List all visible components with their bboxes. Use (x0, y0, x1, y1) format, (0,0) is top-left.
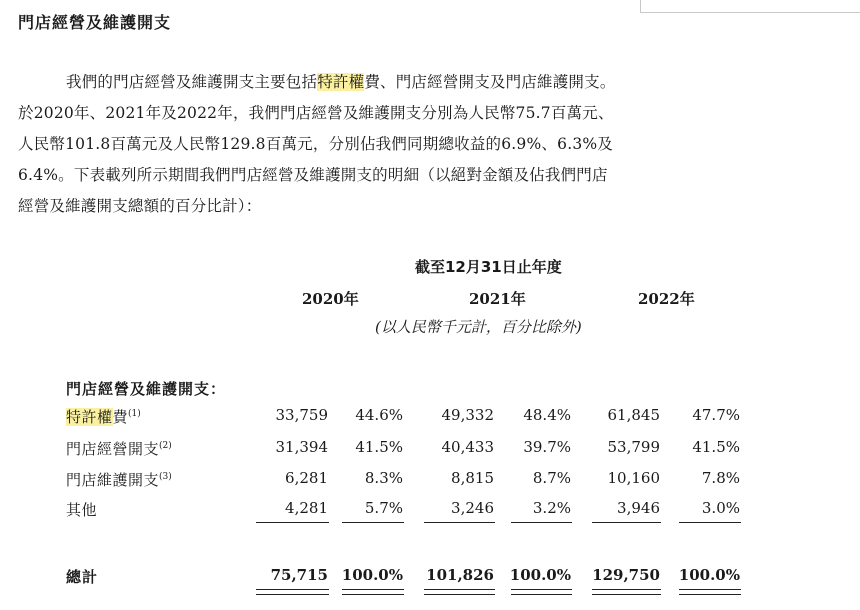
row-label: 門店維護開支$^{(3)}$ (66, 471, 172, 489)
subtotal-rule (679, 522, 741, 523)
cell-2021-amount: 49,332 (441, 406, 494, 424)
subtotal-rule (592, 522, 661, 523)
window-corner-frame (640, 0, 860, 13)
cell-2022-percent: 41.5% (692, 438, 740, 456)
table-period-header: 截至12月31日止年度 (415, 258, 562, 276)
cell-2021-amount: 8,815 (451, 469, 494, 487)
cell-2020-percent: 44.6% (355, 406, 403, 424)
cell-2022-percent: 7.8% (701, 469, 740, 487)
cell-2022-amount: 3,946 (617, 499, 660, 517)
cell-2020-percent: 41.5% (355, 438, 403, 456)
footnote-marker: (2) (159, 441, 172, 451)
table-section-title: 門店經營及維護開支： (66, 380, 227, 398)
description-paragraph (18, 67, 748, 222)
subtotal-rule (342, 522, 404, 523)
paragraph-line-4: 6.4%。下表載列所示期間我們門店經營及維護開支的明細（以絕對金額及佔我們門店 (18, 166, 608, 184)
paragraph-line-5: 經營及維護開支總額的百分比計）： (18, 197, 262, 215)
footnote-marker: (3) (159, 472, 172, 482)
cell-2020-percent: 5.7% (364, 499, 403, 517)
paragraph-line-3: 人民幣101.8百萬元及人民幣129.8百萬元，分別佔我們同期總收益的6.9%、6.3%及 (18, 135, 614, 153)
cell-2020-amount: 33,759 (275, 406, 328, 424)
table-row (0, 469, 860, 497)
total-2020-amount: 75,715 (270, 566, 328, 584)
cell-2022-percent: 47.7% (692, 406, 740, 424)
cell-2021-amount: 3,246 (451, 499, 494, 517)
cell-2021-percent: 48.4% (523, 406, 571, 424)
cell-2020-amount: 6,281 (285, 469, 328, 487)
total-2021-amount: 101,826 (426, 566, 494, 584)
cell-2021-percent: 3.2% (532, 499, 571, 517)
table-row (0, 438, 860, 466)
cell-2022-amount: 10,160 (607, 469, 660, 487)
total-label: 總計 (66, 568, 99, 586)
total-double-rule (342, 589, 404, 595)
paragraph-line-2: 於2020年、2021年及2022年，我們門店經營及維護開支分別為人民幣75.7百萬元、 (18, 104, 614, 122)
cell-2021-amount: 40,433 (441, 438, 494, 456)
subtotal-rule (424, 522, 495, 523)
total-double-rule (256, 589, 329, 595)
total-double-rule (592, 589, 661, 595)
total-double-rule (511, 589, 572, 595)
total-2020-percent: 100.0% (341, 566, 403, 584)
cell-2022-amount: 61,845 (607, 406, 660, 424)
total-2022-amount: 129,750 (592, 566, 660, 584)
subtotal-rule (256, 522, 329, 523)
cell-2020-percent: 8.3% (364, 469, 403, 487)
cell-2020-amount: 4,281 (285, 499, 328, 517)
cell-2020-amount: 31,394 (275, 438, 328, 456)
total-2021-percent: 100.0% (509, 566, 571, 584)
section-heading: 門店經營及維護開支 (18, 13, 172, 32)
footnote-marker: (1) (128, 409, 141, 419)
cell-2021-percent: 8.7% (532, 469, 571, 487)
row-label: 特許權費$^{(1)}$ (66, 408, 141, 426)
cell-2022-amount: 53,799 (607, 438, 660, 456)
paragraph-line-1: 我們的門店經營及維護開支主要包括特許權費、門店經營開支及門店維護開支。 (66, 73, 616, 91)
year-header-2022: 2022年 (638, 290, 695, 308)
row-label: 其他 (66, 501, 98, 519)
subtotal-rule (511, 522, 572, 523)
year-header-2021: 2021年 (469, 290, 526, 308)
table-unit-note: (以人民幣千元計，百分比除外) (375, 318, 582, 336)
total-double-rule (679, 589, 741, 595)
cell-2022-percent: 3.0% (701, 499, 740, 517)
row-label: 門店經營開支$^{(2)}$ (66, 440, 172, 458)
total-double-rule (424, 589, 495, 595)
total-2022-percent: 100.0% (678, 566, 740, 584)
cell-2021-percent: 39.7% (523, 438, 571, 456)
highlighted-term: 特許權 (317, 73, 365, 91)
table-row (0, 406, 860, 434)
year-header-2020: 2020年 (302, 290, 359, 308)
